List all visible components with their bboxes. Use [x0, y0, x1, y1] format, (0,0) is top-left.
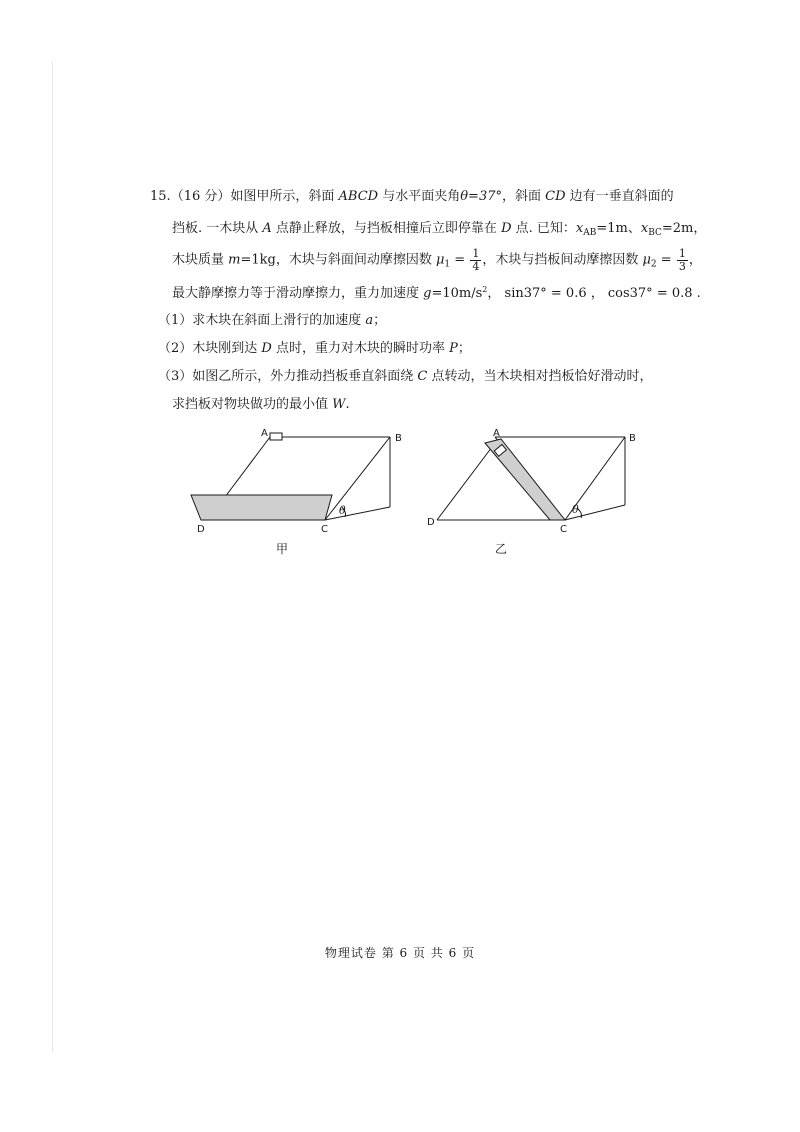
- problem-number: 15.: [150, 189, 171, 204]
- label-c: C: [321, 524, 328, 535]
- text: （2）木块刚到达: [158, 341, 262, 356]
- label-d: D: [197, 524, 205, 535]
- edge-bc: [325, 437, 390, 520]
- label-b: B: [629, 433, 636, 444]
- text: （3）如图乙所示，外力推动挡板垂直斜面绕: [158, 369, 418, 384]
- var-m: m: [228, 252, 241, 268]
- var-a: A: [262, 221, 272, 236]
- figure-yi: [425, 425, 645, 535]
- text: 求挡板对物块做功的最小值: [172, 397, 333, 412]
- text: 点时，重力对木块的瞬时功率: [271, 341, 450, 356]
- label-d: D: [427, 517, 435, 528]
- page-footer: 物理试卷 第 6 页 共 6 页: [324, 946, 476, 960]
- denominator: 3: [678, 259, 686, 273]
- trig-values: ， sin37° = 0.6 ， cos37° = 0.8 .: [487, 286, 701, 301]
- text: 木块质量: [172, 252, 229, 268]
- problem-points: （16 分）: [170, 189, 231, 204]
- edge-c-ground: [325, 507, 390, 520]
- var-g: g: [423, 286, 432, 301]
- text: ；: [457, 341, 471, 356]
- text: 挡板. 一木块从: [172, 221, 263, 236]
- text: ，: [688, 252, 702, 268]
- sub-bc: BC: [648, 228, 662, 238]
- var-mu2: μ: [642, 252, 651, 268]
- text: .: [345, 397, 350, 412]
- page-edge: [52, 62, 53, 1052]
- edge-ad: [437, 443, 495, 520]
- fraction-mu2: [677, 248, 688, 272]
- label-b: B: [395, 433, 402, 444]
- text: =2m，: [661, 221, 707, 236]
- text: =10m/s: [431, 286, 483, 301]
- question-1: [158, 314, 386, 327]
- var-mu1: μ: [435, 252, 445, 268]
- edge-ad: [225, 437, 270, 497]
- problem-line-4: [172, 286, 701, 300]
- text: ，木块与挡板间动摩擦因数: [482, 252, 643, 268]
- sub-ab: AB: [583, 228, 597, 238]
- problem-line-1: [150, 190, 674, 203]
- baffle-plate: [191, 495, 332, 520]
- denominator: 4: [472, 259, 480, 273]
- var-abcd: ABCD: [338, 189, 379, 204]
- label-theta: θ: [572, 503, 579, 516]
- var-x: x: [575, 221, 584, 236]
- question-3-cont: [172, 398, 350, 411]
- text: ，斜面: [501, 189, 546, 204]
- text: =1kg，木块与斜面间动摩擦因数: [240, 252, 436, 268]
- text: 如图甲所示，斜面: [230, 189, 339, 204]
- problem-line-2: [172, 222, 706, 238]
- sub-2: 2: [650, 259, 657, 270]
- var-w: W: [332, 397, 346, 412]
- figure-jia: [185, 425, 415, 535]
- problem-line-3: [172, 248, 702, 272]
- text: 与水平面夹角: [378, 189, 461, 204]
- text: 点转动，当木块相对挡板恰好滑动时，: [427, 369, 653, 384]
- caption-yi: 乙: [495, 542, 508, 556]
- question-3: [158, 370, 653, 383]
- fraction-mu1: [470, 248, 481, 272]
- var-a: a: [365, 313, 374, 328]
- text: 边有一垂直斜面的: [565, 189, 674, 204]
- text: ；: [373, 313, 387, 328]
- var-d: D: [261, 341, 272, 356]
- numerator: 1: [472, 247, 480, 260]
- var-d: D: [501, 221, 512, 236]
- wood-block: [270, 433, 282, 440]
- var-p: P: [449, 341, 458, 356]
- sub-1: 1: [444, 259, 451, 270]
- var-cd: CD: [545, 189, 566, 204]
- text: =1m、: [596, 221, 641, 236]
- caption-jia: 甲: [276, 542, 289, 556]
- label-c: C: [560, 524, 567, 535]
- text: 最大静摩擦力等于滑动摩擦力，重力加速度: [172, 286, 424, 301]
- text: =: [450, 252, 470, 268]
- var-theta: θ=37°: [460, 189, 502, 204]
- text: 点静止释放，与挡板相撞后立即停靠在: [271, 221, 502, 236]
- text: （1）求木块在斜面上滑行的加速度: [158, 313, 366, 328]
- sup-2: 2: [482, 285, 488, 294]
- var-x: x: [640, 221, 649, 236]
- question-2: [158, 342, 471, 355]
- text: 点. 已知：: [511, 221, 576, 236]
- text: =: [656, 252, 676, 268]
- label-a: A: [493, 428, 500, 439]
- numerator: 1: [678, 247, 686, 260]
- var-c: C: [417, 369, 428, 384]
- label-theta: θ: [339, 504, 346, 517]
- label-a: A: [261, 428, 268, 439]
